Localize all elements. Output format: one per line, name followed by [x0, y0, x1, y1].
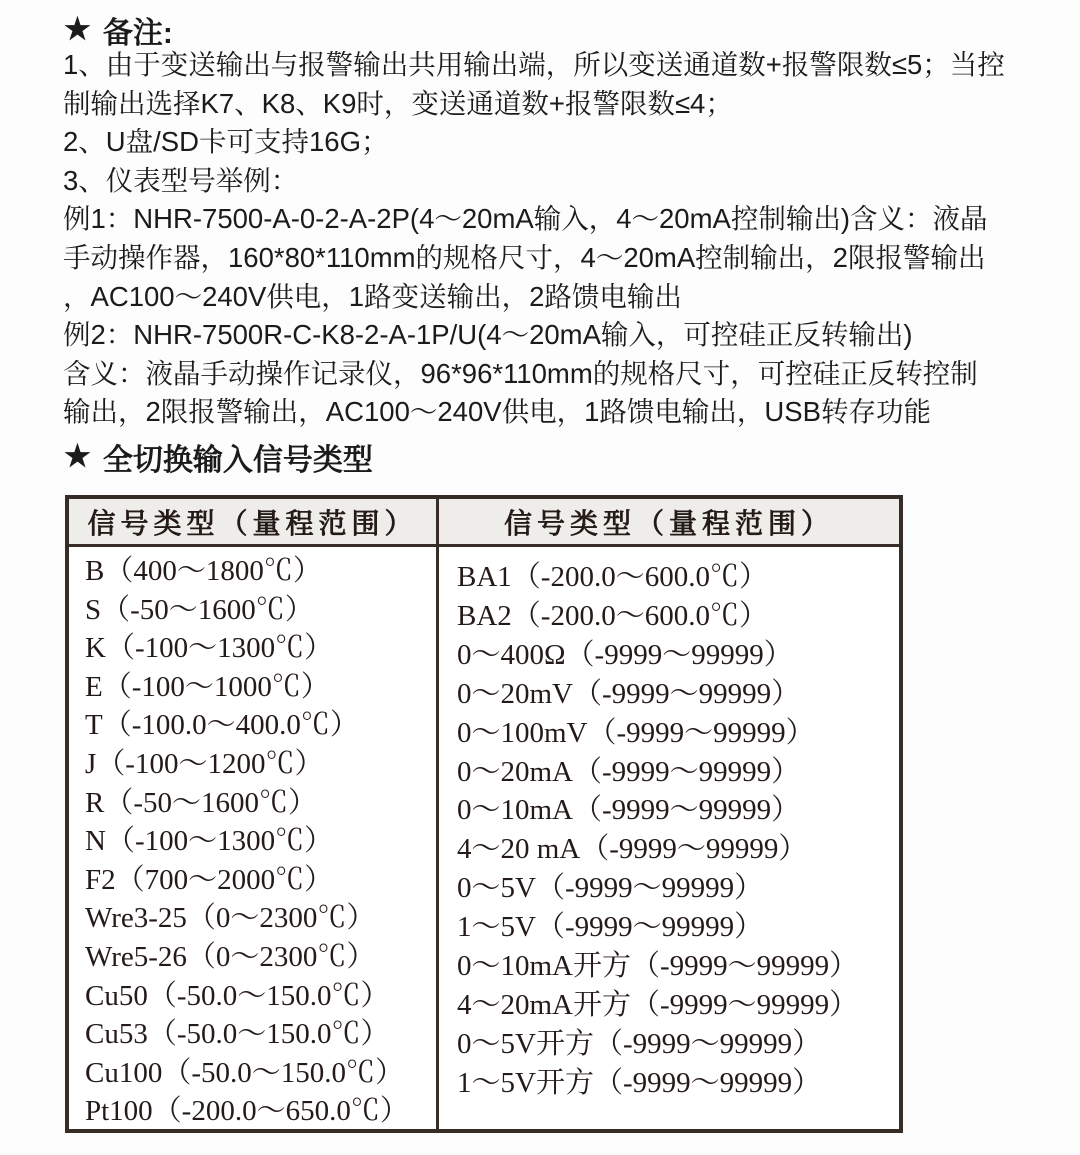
- table-row: S（-50～1600℃）: [85, 593, 314, 626]
- star-icon: ★: [64, 13, 91, 46]
- table-row: Wre5-26（0～2300℃）: [85, 940, 376, 973]
- table-row: 0～5V开方（-9999～99999）: [457, 1027, 822, 1060]
- table-row: F2（700～2000℃）: [85, 863, 334, 896]
- table-row: 0～10mA（-9999～99999）: [457, 794, 801, 827]
- notes-line: 输出，2限报警输出，AC100～240V供电，1路馈电输出，USB转存功能: [63, 396, 931, 428]
- notes-text-block: [63, 46, 1033, 432]
- table-row: Wre3-25（0～2300℃）: [85, 902, 376, 935]
- notes-line: 例1：NHR-7500-A-0-2-A-2P(4～20mA输入，4～20mA控制输出)含义：液晶: [63, 203, 988, 235]
- table-row: 0～5V（-9999～99999）: [457, 872, 764, 905]
- notes-line: 手动操作器，160*80*110mm的规格尺寸，4～20mA控制输出，2限报警输出: [63, 241, 986, 273]
- table-row: R（-50～1600℃）: [85, 786, 318, 819]
- table-body: [69, 547, 899, 1129]
- table-row: 0～10mA开方（-9999～99999）: [457, 950, 859, 983]
- table-row: BA2（-200.0～600.0℃）: [457, 599, 768, 632]
- notes-line: 制输出选择K7、K8、K9时，变送通道数+报警限数≤4；: [63, 87, 733, 119]
- star-icon: ★: [64, 440, 91, 473]
- table-row: K（-100～1300℃）: [85, 632, 334, 665]
- table-row: 0～20mA（-9999～99999）: [457, 755, 801, 788]
- table-row: E（-100～1000℃）: [85, 670, 330, 703]
- table-row: 0～100mV（-9999～99999）: [457, 716, 815, 749]
- notes-line: 1、由于变送输出与报警输出共用输出端，所以变送通道数+报警限数≤5；当控: [63, 49, 1005, 80]
- table-row: 1～5V开方（-9999～99999）: [457, 1066, 822, 1099]
- table-header-cell-right: 信号类型（量程范围）: [503, 508, 834, 540]
- table-row: N（-100～1300℃）: [85, 825, 334, 858]
- table-row: Cu50（-50.0～150.0℃）: [85, 979, 390, 1012]
- table-column-left: [69, 547, 439, 1129]
- table-row: 1～5V（-9999～99999）: [457, 911, 764, 944]
- signal-types-heading: [64, 435, 373, 479]
- table-row: Cu53（-50.0～150.0℃）: [85, 1018, 390, 1051]
- table-header-cell-left: 信号类型（量程范围）: [69, 499, 439, 544]
- table-row: Pt100（-200.0～650.0℃）: [85, 1095, 409, 1128]
- notes-line: ，AC100～240V供电，1路变送输出，2路馈电输出: [63, 280, 682, 312]
- notes-line: 3、仪表型号举例：: [63, 164, 299, 196]
- table-row: 4～20mA开方（-9999～99999）: [457, 988, 859, 1021]
- table-row: 0～400Ω（-9999～99999）: [457, 638, 793, 671]
- table-row: 4～20 mA（-9999～99999）: [457, 833, 808, 866]
- table-header-row: [69, 499, 899, 547]
- table-row: Cu100（-50.0～150.0℃）: [85, 1056, 405, 1089]
- signal-types-table: [65, 495, 903, 1133]
- table-row: BA1（-200.0～600.0℃）: [457, 561, 768, 593]
- table-row: 0～20mV（-9999～99999）: [457, 677, 801, 710]
- notes-line: 例2：NHR-7500R-C-K8-2-A-1P/U(4～20mA输入，可控硅正反转输出): [63, 319, 913, 351]
- notes-line: 2、U盘/SD卡可支持16G；: [63, 126, 389, 158]
- table-row: B（400～1800℃）: [85, 555, 322, 587]
- table-row: J（-100～1200℃）: [85, 747, 324, 780]
- signal-types-heading-label: 全切换输入信号类型: [102, 444, 373, 477]
- table-column-right: [439, 547, 899, 1129]
- table-row: T（-100.0～400.0℃）: [85, 709, 359, 742]
- notes-line: 含义：液晶手动操作记录仪，96*96*110mm的规格尺寸，可控硅正反转控制: [63, 357, 978, 389]
- notes-heading-label: 备注:: [102, 17, 173, 50]
